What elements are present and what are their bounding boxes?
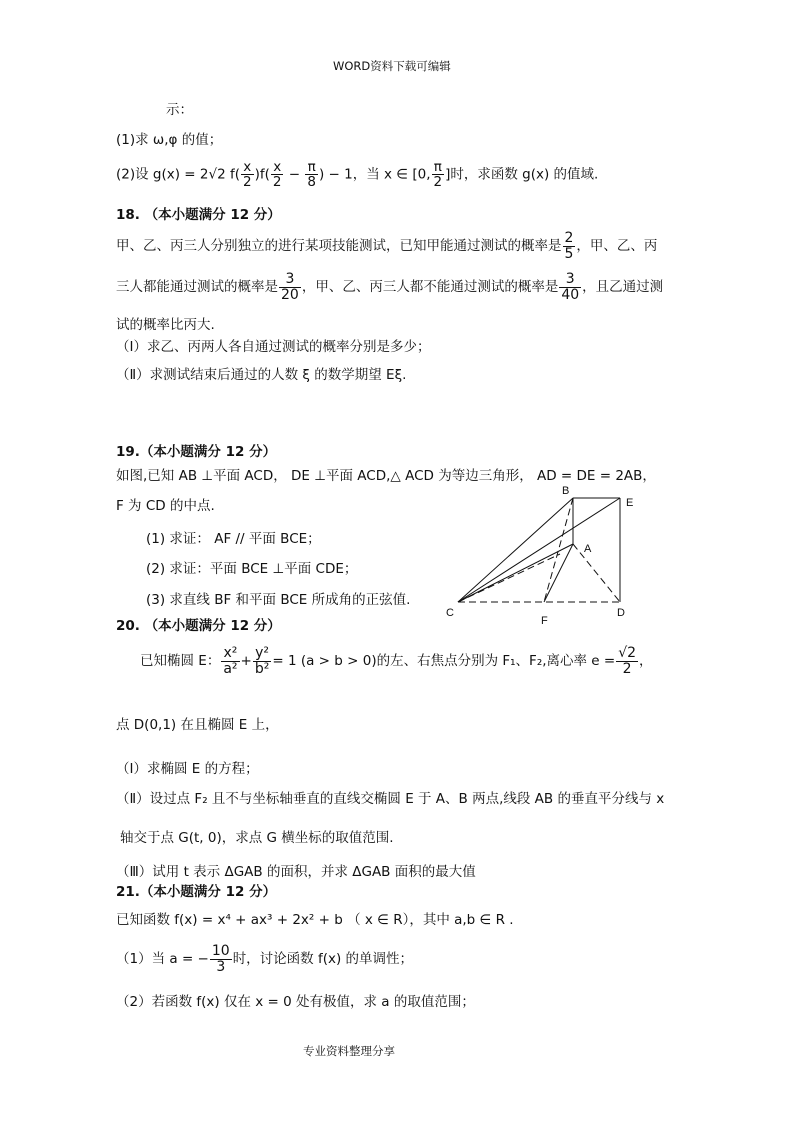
q18-line1: 甲、乙、丙三人分别独立的进行某项技能测试，已知甲能通过测试的概率是 $\frac{2}{5}$ ，甲、乙、丙 bbox=[116, 230, 658, 262]
vertex-label-C: C bbox=[446, 607, 454, 619]
q19-part3: (3) 求直线 BF 和平面 BCE 所成角的正弦值. bbox=[146, 592, 411, 608]
edge-AD bbox=[573, 544, 620, 602]
q21-part2: （2）若函数 f(x) 仅在 x = 0 处有极值，求 a 的取值范围； bbox=[116, 994, 475, 1010]
q18-line2: 三人都能通过测试的概率是 $\frac{3}{20}$ ，甲、乙、丙三人都不能通过测试的概率是 $\frac{3}{40}$ ，且乙通过测 bbox=[116, 271, 664, 303]
q20-title: 20. （本小题满分 12 分） bbox=[116, 618, 281, 634]
q18-part1: （Ⅰ）求乙、丙两人各自通过测试的概率分别是多少； bbox=[116, 339, 431, 355]
q20-part1: （Ⅰ）求椭圆 E 的方程； bbox=[116, 761, 259, 777]
edge-CE bbox=[458, 498, 620, 602]
edge-C-mid bbox=[458, 554, 560, 602]
vertex-label-E: E bbox=[626, 497, 634, 509]
vertex-label-B: B bbox=[562, 485, 570, 497]
q18-part2: （Ⅱ）求测试结束后通过的人数 ξ 的数学期望 Eξ. bbox=[116, 367, 407, 383]
q18-line3: 试的概率比丙大. bbox=[116, 317, 215, 333]
q19-part2: (2) 求证：平面 BCE ⊥平面 CDE； bbox=[146, 561, 358, 577]
q19-line1: 如图,已知 AB ⊥平面 ACD， DE ⊥平面 ACD,△ ACD 为等边三角形， AD = DE = 2AB， bbox=[116, 468, 656, 484]
edge-AF bbox=[544, 544, 573, 602]
q21-line1: 已知函数 f(x) = x⁴ + ax³ + 2x² + b （ x ∈ R），其中 a,b ∈ R . bbox=[116, 912, 514, 928]
q20-line1: 已知椭圆 E： $\frac{\text{x²}}{\text{a²}}$ + $\frac{\text{y²}}{\text{b²}}$ = 1 (a > b > 0)的左、右焦点分别为 F₁、F₂,离心率 e = $\frac{√2}{2}$ ， bbox=[140, 645, 653, 677]
edge-BF bbox=[544, 498, 573, 602]
q19-part1: (1) 求证： AF // 平面 BCE； bbox=[146, 531, 321, 547]
vertex-label-F: F bbox=[541, 615, 548, 627]
q21-title: 21.（本小题满分 12 分） bbox=[116, 884, 277, 900]
q21-part1: （1）当 a = − $\frac{10}{3}$ 时，讨论函数 f(x) 的单调性； bbox=[116, 943, 414, 975]
page-footer: 专业资料整理分享 bbox=[303, 1044, 395, 1058]
q19-line2: F 为 CD 的中点. bbox=[116, 498, 215, 514]
page-header: WORD资料下载可编辑 bbox=[333, 59, 451, 73]
q18-title: 18. （本小题满分 12 分） bbox=[116, 207, 281, 223]
q19-geometry-figure bbox=[440, 482, 640, 632]
q19-title: 19.（本小题满分 12 分） bbox=[116, 444, 277, 460]
q17-part2: (2)设 g(x) = 2√2 f( $\frac{x}{2}$ )f( $\frac{x}{2}$ − $\frac{\pi}{8}$ ) − 1，当 x ∈ [0, $\frac{\pi}{2}$ ]时，求函数 g(x) 的值域. bbox=[116, 159, 599, 191]
q20-part2-cont: 轴交于点 G(t, 0)，求点 G 横坐标的取值范围. bbox=[120, 830, 394, 846]
q20-line2: 点 D(0,1) 在且椭圆 E 上， bbox=[116, 717, 279, 733]
edge-CB bbox=[458, 498, 573, 602]
vertex-label-D: D bbox=[617, 607, 625, 619]
q17-part1: (1)求 ω,φ 的值； bbox=[116, 132, 223, 148]
q20-part3: （Ⅲ）试用 t 表示 ΔGAB 的面积，并求 ΔGAB 面积的最大值 bbox=[116, 864, 476, 880]
edge-CA bbox=[458, 544, 573, 602]
vertex-label-A: A bbox=[584, 543, 592, 555]
q20-part2: （Ⅱ）设过点 F₂ 且不与坐标轴垂直的直线交椭圆 E 于 A、B 两点,线段 AB 的垂直平分线与 x bbox=[116, 791, 665, 807]
q17-continuation: 示： bbox=[166, 102, 193, 118]
